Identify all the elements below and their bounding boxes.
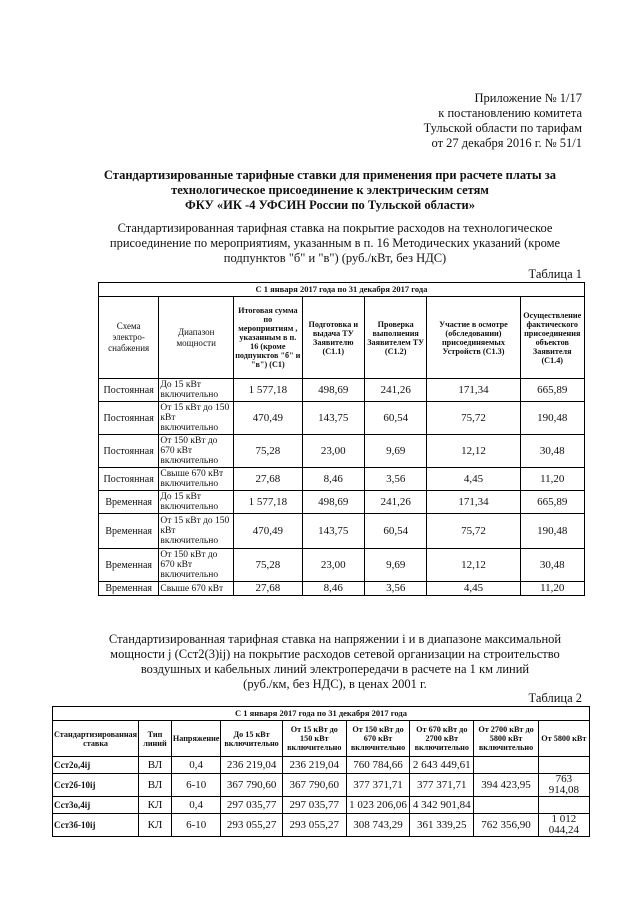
table-row: Постоянная От 150 кВт до 670 кВт включительно 75,28 23,00 9,69 12,12 30,48 [99,435,585,468]
table-row: Сст2б-10ij ВЛ 6-10 367 790,60 367 790,60 377 371,71 377 371,71 394 423,95 763 914,08 [53,774,590,797]
table-row: Сст2o,4ij ВЛ 0,4 236 219,04 236 219,04 760 784,66 2 643 449,61 [53,757,590,774]
table2-caption: Стандартизированная тарифная ставка на напряжении i и в диапазоне максимальной мощности j (Сст2(3)ij) на покрытие расходов сетевой организации на строительство воздушных и кабельных линий электропередачи в расчете на 1 км линий (руб./км, без НДС), в ценах 2001 г. [108,632,562,691]
appendix-decree: к постановлению комитета [438,106,582,120]
appendix-date: от 27 декабря 2016 г. № 51/1 [431,136,582,150]
appendix-block [342,91,582,151]
table2-period: С 1 января 2017 года по 31 декабря 2017 года [53,707,590,721]
table1-period: С 1 января 2017 года по 31 декабря 2017 года [99,283,585,297]
table-row: Временная До 15 кВт включительно 1 577,18 498,69 241,26 171,34 665,89 [99,491,585,514]
header-type: Тип линий [139,721,172,757]
table-row: Постоянная До 15 кВт включительно 1 577,18 498,69 241,26 171,34 665,89 [99,379,585,402]
header-c11: Подготовка и выдача ТУ Заявителю (С1.1) [302,297,364,379]
table-row: Временная Свыше 670 кВт 27,68 8,46 3,56 4,45 11,20 [99,582,585,596]
table-row: Сст3o,4ij КЛ 0,4 297 035,77 297 035,77 1 023 206,06 4 342 901,84 [53,797,590,814]
document-title: Стандартизированные тарифные ставки для применения при расчете платы за технологическое присоединение к электрическим сетям ФКУ «ИК -4 УФСИН России по Тульской области» [103,168,557,212]
header-scheme: Схема электро-снабжения [99,297,159,379]
header-h6: От 5800 кВт [538,721,589,757]
table1-label: Таблица 1 [528,267,582,281]
table-row: Постоянная От 15 кВт до 150 кВт включительно 470,49 143,75 60,54 75,72 190,48 [99,402,585,435]
header-voltage: Напряжение [171,721,221,757]
table2-label: Таблица 2 [528,691,582,705]
header-c13: Участие в осмотре (обследовании) присоединяемых Устройств (С1.3) [427,297,520,379]
table-row: Сст3б-10ij КЛ 6-10 293 055,27 293 055,27 308 743,29 361 339,25 762 356,90 1 012 044,24 [53,814,590,837]
header-c1: Итоговая сумма по мероприятиям , указанным в п. 16 (кроме подпунктов "б" и "в") (С1) [234,297,303,379]
header-rate: Стандартизированная ставка [53,721,139,757]
header-h1: До 15 кВт включительно [221,721,282,757]
tariff-table-1 [98,282,585,596]
tariff-table-2 [52,706,590,837]
header-c12: Проверка выполнения Заявителем ТУ (С1.2) [365,297,427,379]
header-h3: От 150 кВт до 670 кВт включительно [346,721,409,757]
header-range: Диапазон мощности [159,297,234,379]
header-h4: От 670 кВт до 2700 кВт включительно [410,721,474,757]
table-row: Временная От 15 кВт до 150 кВт включительно 470,49 143,75 60,54 75,72 190,48 [99,514,585,549]
header-h2: От 15 кВт до 150 кВт включительно [282,721,346,757]
appendix-committee: Тульской области по тарифам [423,121,582,135]
table1-caption: Стандартизированная тарифная ставка на покрытие расходов на технологическое присоединение по мероприятиям, указанным в п. 16 Методических указаний (кроме подпунктов "б" и "в") (руб./кВт, без НДС) [109,221,561,265]
header-c14: Осуществление фактического присоединения объектов Заявителя (С1.4) [520,297,585,379]
table-row: Постоянная Свыше 670 кВт включительно 27,68 8,46 3,56 4,45 11,20 [99,468,585,491]
appendix-number: Приложение № 1/17 [474,91,582,105]
table-row: Временная От 150 кВт до 670 кВт включительно 75,28 23,00 9,69 12,12 30,48 [99,549,585,582]
header-h5: От 2700 кВт до 5800 кВт включительно [474,721,538,757]
